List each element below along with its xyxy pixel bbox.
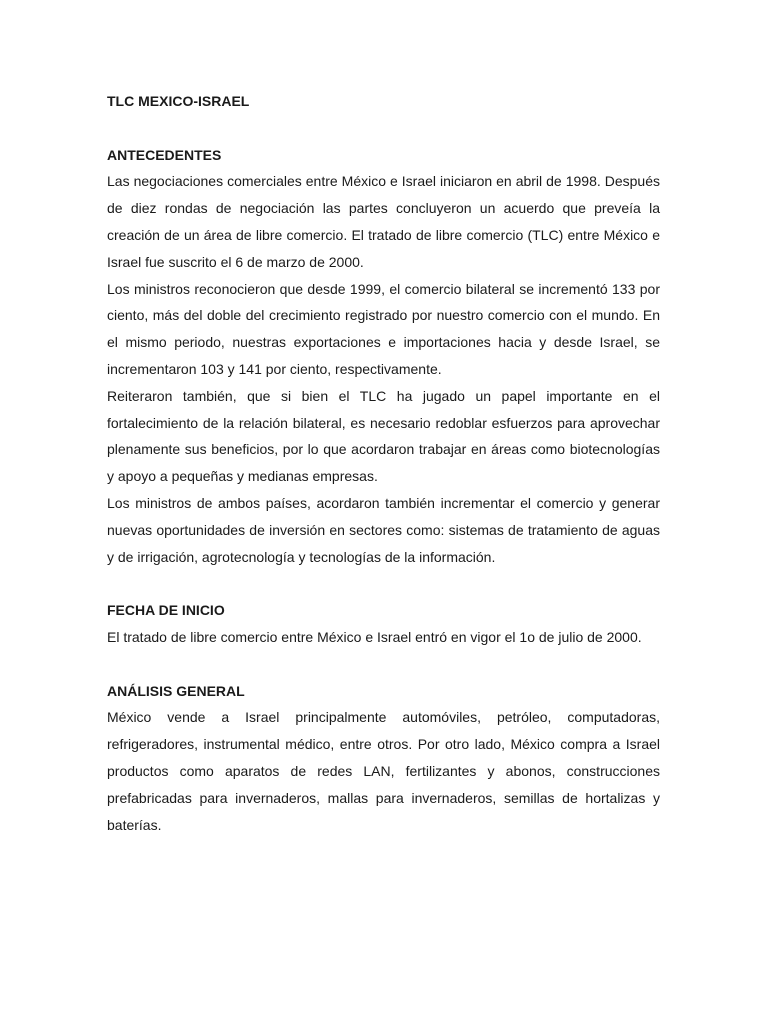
paragraph: Reiteraron también, que si bien el TLC ha jugado un papel importante en el fortalecimiento de la relación bilateral, es necesario redoblar esfuerzos para aprovechar plenamente sus beneficios, por lo que acordaron trabajar en áreas como biotecnologías y apoyo a pequeñas y medianas empresas.: [107, 387, 660, 485]
section-heading: ANÁLISIS GENERAL: [107, 682, 245, 699]
document-page: [107, 88, 660, 838]
section-antecedentes: [107, 142, 660, 571]
section-fecha-de-inicio: [107, 597, 660, 651]
paragraph: Las negociaciones comerciales entre México e Israel iniciaron en abril de 1998. Después de diez rondas de negociación las partes concluyeron un acuerdo que preveía la creación de un área de libre comercio. El tratado de libre comercio (TLC) entre México e Israel fue suscrito el 6 de marzo de 2000.: [107, 173, 660, 270]
paragraph: El tratado de libre comercio entre México e Israel entró en vigor el 1o de julio de 2000.: [107, 628, 642, 645]
section-heading: FECHA DE INICIO: [107, 602, 225, 619]
section-analisis-general: [107, 678, 660, 839]
spacer: [107, 115, 660, 142]
document-title: TLC MEXICO-ISRAEL: [107, 93, 250, 109]
paragraph: Los ministros de ambos países, acordaron también incrementar el comercio y generar nuevas oportunidades de inversión en sectores como: sistemas de tratamiento de aguas y de irrigación, agrotecnología y tecnologías de la información.: [107, 494, 660, 565]
section-heading: ANTECEDENTES: [107, 146, 222, 163]
paragraph: México vende a Israel principalmente automóviles, petróleo, computadoras, refrigeradores, instrumental médico, entre otros. Por otro lado, México compra a Israel productos como aparatos de redes LAN, fertilizantes y abonos, construcciones prefabricadas para invernaderos, mallas para invernaderos, semillas de hortalizas y baterías.: [107, 709, 660, 833]
spacer: [107, 651, 660, 678]
paragraph: Los ministros reconocieron que desde 1999, el comercio bilateral se incrementó 133 por ciento, más del doble del crecimiento registrado por nuestro comercio con el mundo. En el mismo periodo, nuestras exportaciones e importaciones hacia y desde Israel, se incrementaron 103 y 141 por ciento, respectivamente.: [107, 280, 660, 377]
spacer: [107, 570, 660, 597]
